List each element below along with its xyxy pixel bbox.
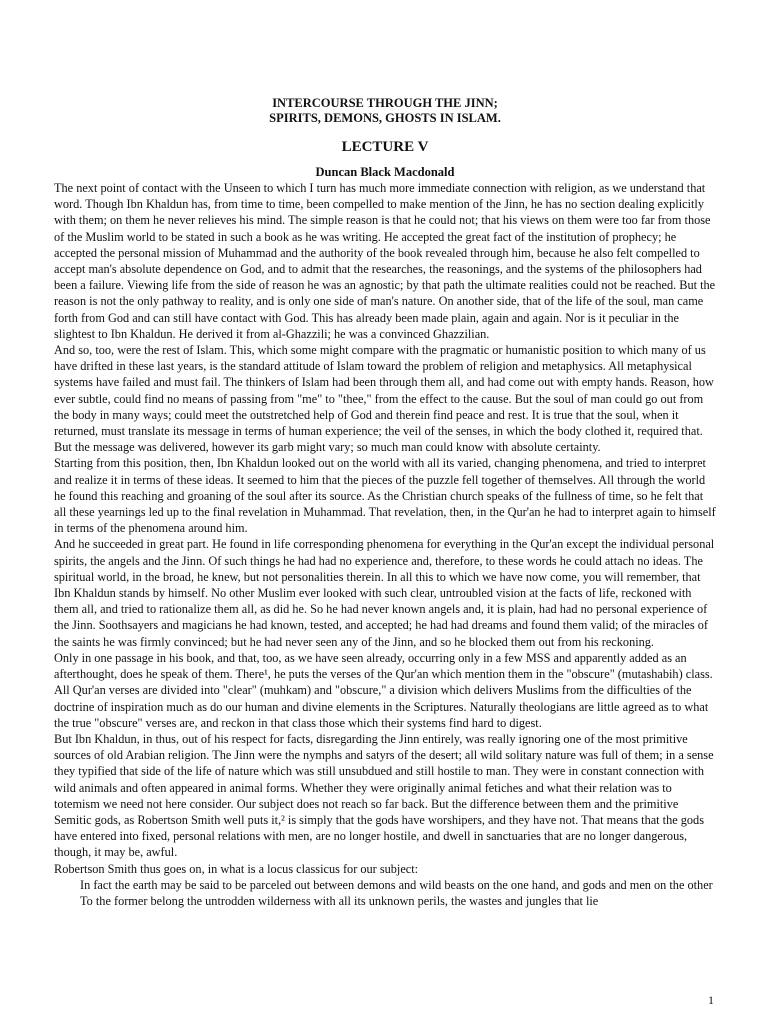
paragraph-6: But Ibn Khaldun, in thus, out of his respect for facts, disregarding the Jinn entirely, was really ignoring one of the most primitive sources of old Arabian religion. The Jinn were the nymphs and satyrs of the desert; all wild solitary nature was full of them; in a sense they typified that side of the life of nature which was still unsubdued and still hostile to man. They were in constant connection with wild animals and often appeared in animal forms. Whether they were originally animal fetiches and what their relation was to totemism we need not here consider. Our subject does not reach so far back. But the difference between them and the primitive Semitic gods, as Robertson Smith well puts it,² is simply that the gods have worshipers, and they have not. That means that the gods have entered into fixed, personal relations with men, are no longer hostile, and dwell in sanctuaries that are no longer dangerous, though, it may be, awful.	[54, 731, 714, 860]
paragraph-4: And he succeeded in great part. He found in life corresponding phenomena for everything in the Qur'an except the individual personal spirits, the angels and the Jinn. Of such things he had had no experience and, therefore, to these words he could attach no ideas. The spiritual world, in the broad, he knew, but not personalities therein. In all this to which we have now come, you will remember, that Ibn Khaldun stands by himself. No other Muslim ever looked with such clear, untroubled vision at the facts of life, reckoned with them all, and tried to rationalize them all, as did he. So he had never known angels and, it is plain, had had no personal experience of the Jinn. Soothsayers and magicians he had known, tested, and accepted; he had had dreams and found them valid; of the miracles of the saints he was firmly convinced; but he had never seen any of the Jinn, and so he blocked them out from his reckoning.	[54, 537, 715, 649]
title-line-2: SPIRITS, DEMONS, GHOSTS IN ISLAM.	[269, 111, 501, 125]
page-number: 1	[708, 993, 714, 1007]
lecture-heading: LECTURE V	[341, 139, 429, 155]
paragraph-3: Starting from this position, then, Ibn Khaldun looked out on the world with all its varied, changing phenomena, and tried to interpret and realize it in terms of these ideas. It seemed to him that the pieces of the puzzle fell together of themselves. All through the world he found this reaching and groaning of the soul after its source. As the Christian church speaks of the fullness of time, so he felt that all these yearnings led up to the final revelation in Muhammad. That revelation, then, in the Qur'an he had to interpret again to himself in terms of the phenomena around him.	[54, 456, 716, 536]
block-quote: In fact the earth may be said to be parceled out between demons and wild beasts on the one hand, and gods and men on the other To the former belong the untrodden wilderness with all its unknown perils, the wastes and jungles that lie	[80, 877, 713, 908]
paragraph-1: The next point of contact with the Unseen to which I turn has much more immediate connection with religion, as we understand that word. Though Ibn Khaldun has, from time to time, been compelled to make mention of the Jinn, he has no section dealing explicitly with them; on them he never relieves his mind. The simple reason is that he could not; that his views on them were too far from those of the Muslim world to be stated in such a book as he was writing. He accepted the great fact of the institution of prophecy; he accepted the personal mission of Muhammad and the authority of the book revealed through him, because he also felt compelled to accept man's absolute dependence on God, and to admit that the researches, the reasonings, and the systems of the philosophers had been a failure. Viewing life from the side of reason he was an agnostic; by that path the ultimate realities could not be reached. But the reason is not the only pathway to reality, and is only one side of man's nature. On another side, that of the life of the soul, man came forth from God and can still have contact with God. This has already been made plain, again and again. Nor is it peculiar in the slightest to Ibn Khaldun. He derived it from al-Ghazzili; he was a convinced Ghazzilian.	[54, 181, 716, 341]
title-line-1: INTERCOURSE THROUGH THE JINN;	[272, 96, 498, 110]
paragraph-2: And so, too, were the rest of Islam. This, which some might compare with the pragmatic or humanistic position to which many of us have drifted in these last years, is the standard attitude of Islam toward the problem of religion and metaphysics. All metaphysical systems have failed and must fail. The thinkers of Islam had been through them all, and had come out with empty hands. Reason, how ever subtle, could find no means of passing from "me" to "thee," from the effect to the cause. But the soul of man could go out from the body in many ways; could meet the outstretched help of God and therein find peace and rest. It is true that the soul, when it returned, must translate its message in terms of human experience; the veil of the senses, in which the body clothed it, required that. But the message was delivered, however its garb might vary; so much man could know with absolute certainty.	[54, 343, 714, 455]
paragraph-5: Only in one passage in his book, and that, too, as we have seen already, occurring only in a few MSS and apparently added as an afterthought, does he speak of them. There¹, he puts the verses of the Qur'an which mention them in the "obscure" (mutashabih) class. All Qur'an verses are divided into "clear" (muhkam) and "obscure," a division which delivers Muslims from the difficulties of the doctrine of inspiration much as do our human and divine elements in the Scriptures. Naturally theologians are little agreed as to what the true "obscure" verses are, and reckon in that class those which their systems find hard to digest.	[54, 650, 713, 730]
paragraph-7: Robertson Smith thus goes on, in what is a locus classicus for our subject:	[54, 861, 419, 876]
author-name: Duncan Black Macdonald	[315, 165, 455, 179]
document-page	[54, 96, 716, 909]
document-title	[54, 96, 716, 126]
